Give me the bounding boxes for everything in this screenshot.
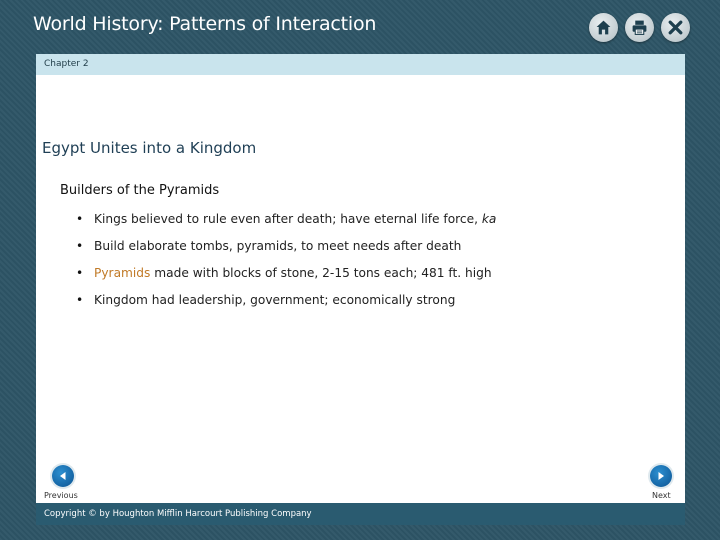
arrow-left-icon xyxy=(58,471,68,481)
previous-button[interactable] xyxy=(52,465,74,487)
subheading: Builders of the Pyramids xyxy=(60,183,220,198)
list-item xyxy=(76,206,496,233)
close-icon xyxy=(667,19,684,36)
next-button[interactable] xyxy=(650,465,672,487)
arrow-right-icon xyxy=(656,471,666,481)
bullet-list xyxy=(76,206,496,314)
bullet-icon: • xyxy=(76,239,84,253)
bullet-text: Build elaborate tombs, pyramids, to meet needs after death xyxy=(94,239,462,253)
app-title: World History: Patterns of Interaction xyxy=(33,13,377,35)
next-label[interactable]: Next xyxy=(652,491,671,500)
slide-content xyxy=(36,54,685,503)
section-title: Egypt Unites into a Kingdom xyxy=(42,139,257,157)
bullet-icon: • xyxy=(76,266,84,280)
chapter-label: Chapter 2 xyxy=(44,59,89,69)
bullet-icon: • xyxy=(76,212,84,226)
highlighted-term: Pyramids xyxy=(94,266,151,280)
print-button[interactable] xyxy=(625,13,654,42)
chapter-bar xyxy=(36,54,685,75)
bullet-icon: • xyxy=(76,293,84,307)
list-item xyxy=(76,287,496,314)
print-icon xyxy=(631,19,648,36)
bullet-text: Kingdom had leadership, government; economically strong xyxy=(94,293,456,307)
copyright-text: Copyright © by Houghton Mifflin Harcourt Publishing Company xyxy=(44,509,312,519)
list-item xyxy=(76,233,496,260)
header-nav-icons xyxy=(589,13,690,42)
bullet-italic-term: ka xyxy=(481,212,497,226)
previous-label[interactable]: Previous xyxy=(44,491,78,500)
bullet-text: Kings believed to rule even after death; have eternal life force, xyxy=(94,212,482,226)
home-button[interactable] xyxy=(589,13,618,42)
list-item xyxy=(76,260,496,287)
close-button[interactable] xyxy=(661,13,690,42)
footer-bar xyxy=(36,503,685,525)
bullet-text: made with blocks of stone, 2-15 tons each; 481 ft. high xyxy=(150,266,492,280)
home-icon xyxy=(595,19,612,36)
